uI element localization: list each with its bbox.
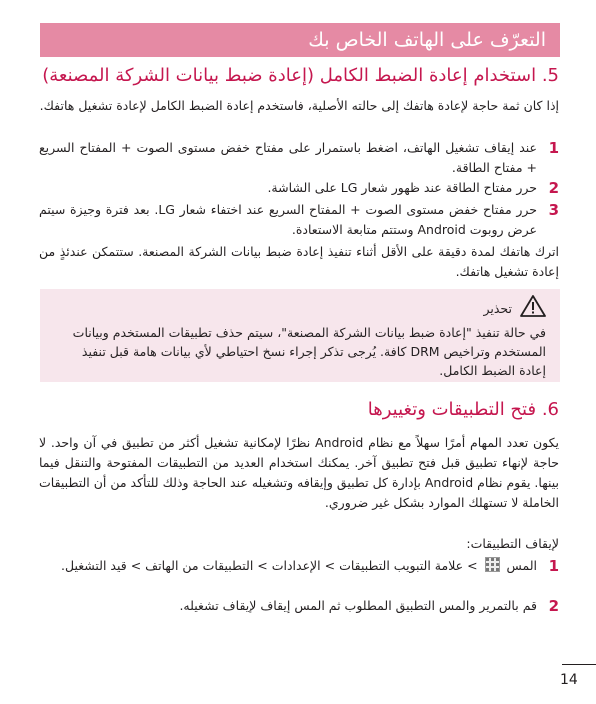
section-6-number: 6. — [541, 399, 559, 420]
section-5-title: استخدام إعادة الضبط الكامل (إعادة ضبط بيانات الشركة المصنعة) — [42, 65, 537, 86]
section-6-heading — [39, 396, 559, 424]
step-number: 1 — [548, 139, 559, 157]
page-number: 14 — [560, 672, 578, 688]
warning-text: في حالة تنفيذ "إعادة ضبط بيانات الشركة المصنعة"، سيتم حذف تطبيقات المستخدم وبيانات المستخدم وتراخيص DRM كافة. يُرجى تذكر إجراء نسخ احتياطي لأي بيانات هامة قبل تنفيذ إعادة الضبط الكامل. — [72, 325, 546, 378]
section-5-number: 5. — [541, 65, 559, 86]
step-number: 3 — [548, 201, 559, 219]
step-number: 1 — [548, 557, 559, 575]
step-text: قم بالتمرير والمس التطبيق المطلوب ثم المس إيقاف لإيقاف تشغيله. — [179, 598, 537, 613]
warning-header — [54, 295, 546, 323]
step-number: 2 — [548, 597, 559, 615]
step-item — [39, 200, 559, 240]
warning-box — [40, 289, 560, 382]
section-5-heading — [39, 62, 559, 90]
section-6-title: فتح التطبيقات وتغييرها — [367, 399, 537, 420]
step-text: حرر مفتاح خفض مستوى الصوت + المفتاح السريع عند اختفاء شعار LG. بعد فترة وجيزة سيتم عرض روبوت Android وستتم متابعة الاستعادة. — [39, 202, 537, 237]
stop-apps-label: لإيقاف التطبيقات: — [466, 536, 559, 551]
step-text-start: المس — [506, 558, 537, 573]
footer-rule — [562, 664, 596, 665]
warning-triangle-icon — [520, 295, 546, 317]
step-text-end: > علامة التبويب التطبيقات > الإعدادات > التطبيقات من الهاتف > قيد التشغيل. — [61, 558, 478, 573]
step-item — [39, 138, 559, 178]
step-item — [39, 178, 559, 198]
warning-title: تحذير — [483, 301, 512, 316]
section-5-note: اترك هاتفك لمدة دقيقة على الأقل أثناء تنفيذ إعادة ضبط بيانات الشركة المصنعة. ستتمكن عندئذٍ من إعادة تشغيل هاتفك. — [39, 244, 559, 279]
step-text — [39, 556, 537, 576]
step-item — [39, 556, 559, 576]
apps-grid-icon — [485, 557, 500, 572]
section-6-intro: يكون تعدد المهام أمرًا سهلاً مع نظام Android نظرًا لإمكانية تشغيل أكثر من تطبيق في آن واحد. لا حاجة لإنهاء تطبيق قبل فتح تطبيق آخر. يمكنك استخدام العديد من التطبيقات المفتوحة والتنقل فيما بينها. يقوم نظام Android بإدارة كل تطبيق وإيقافه وتشغيله عند الحاجة وذلك للتأكد من أن التطبيقات الخاملة لا تستهلك الموارد بشكل غير ضروري. — [39, 435, 559, 510]
section-5-intro: إذا كان ثمة حاجة لإعادة هاتفك إلى حالته الأصلية، فاستخدم إعادة الضبط الكامل لإعادة تشغيل هاتفك. — [39, 98, 559, 113]
step-text: عند إيقاف تشغيل الهاتف، اضغط باستمرار على مفتاح خفض مستوى الصوت + المفتاح السريع + مفتاح الطاقة. — [39, 140, 537, 175]
step-text: حرر مفتاح الطاقة عند ظهور شعار LG على الشاشة. — [267, 180, 537, 195]
step-number: 2 — [548, 179, 559, 197]
chapter-banner: التعرّف على الهاتف الخاص بك — [40, 23, 560, 57]
step-item — [39, 596, 559, 616]
